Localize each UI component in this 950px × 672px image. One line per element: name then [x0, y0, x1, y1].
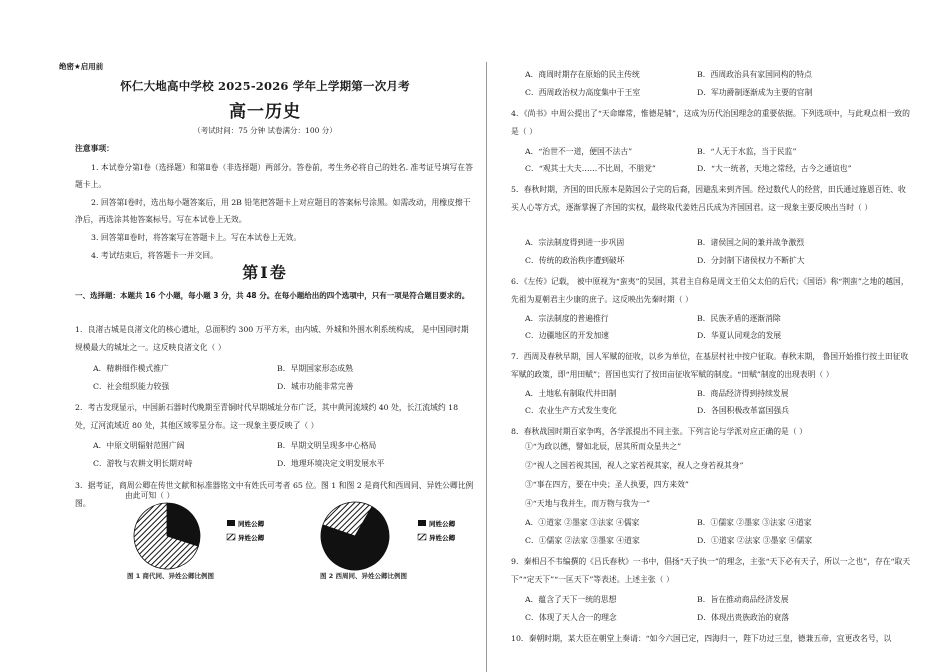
question-8-stem: 8．春秋战国时期百家争鸣，各学派提出不同主张。下列言论与学派对应正确的是（ ）	[511, 427, 807, 436]
question-7-stem: 7．西周及春秋早期，国人军赋的征收，以乡为单位，在基层村社中按户征取。春秋末期， 鲁国开始推行按土田征收军赋的政策，即“用田赋”；晋国也实行了按田亩征收军赋的制度。“田赋”制度的出现表明（ ）	[511, 352, 909, 379]
subject-title: 高一历史	[229, 102, 301, 122]
q8-statement-3: ③“事在四方，要在中央；圣人执要，四方来效”	[525, 480, 689, 489]
notice-item-3: 3. 回答第Ⅱ卷时，将答案写在答题卡上。写在本试卷上无效。	[91, 233, 302, 242]
q1-option-b: B．早期国家形态成熟	[277, 364, 353, 373]
q6-option-b: B．民族矛盾的逐渐消除	[697, 314, 781, 323]
question-5-stem: 5．春秋时期，齐国的田氏原本是陈国公子完的后裔，因避乱来到齐国。经过数代人的经营，田氏通过施恩百姓、收买人心等方式，逐渐掌握了齐国的实权，最终取代姜姓吕氏成为齐国国君。这一现象主要反映出当时（ ）	[511, 185, 906, 212]
question-10-stem: 10．秦朝时期，某大臣在朝堂上奏请：“如今六国已定，四海归一，陛下功过三皇，德兼五帝，宜更改名号，以	[511, 634, 892, 643]
q9-option-d: D．体现出贵族政治的衰落	[697, 613, 790, 622]
q2-option-b: B．早期文明呈现多中心格局	[277, 441, 377, 450]
q7-option-d: D．各国积极改革富国强兵	[697, 406, 790, 415]
volume-title: 第Ⅰ卷	[242, 263, 288, 282]
q8-statement-4: ④“天地与我并生，而万物与我为一”	[525, 499, 650, 508]
school-title: 怀仁大地高中学校 2025-2026 学年上学期第一次月考	[120, 79, 410, 93]
legend-same-swatch-2	[418, 520, 426, 526]
q8-option-a: A．①道家 ②墨家 ③法家 ④儒家	[525, 518, 640, 527]
q5-option-d: D．分封制下诸侯权力不断扩大	[697, 256, 805, 265]
q5-option-c: C．传统的政治秩序遭到破坏	[525, 256, 625, 265]
q6-option-d: D．华夏认同观念的发展	[697, 331, 782, 340]
legend-same-label-2: 同姓公卿	[429, 520, 455, 528]
question-6-stem: 6．《左传》记载， 被中原视为“蛮夷”的吴国，其君主自称是周文王伯父太伯的后代；《国语》称“荆蛮”之地的越国，先祖为夏朝君主少康的庶子。这反映出先秦时期（ ）	[511, 277, 909, 304]
q8-option-c: C．①儒家 ②法家 ③墨家 ④道家	[525, 536, 640, 545]
q9-option-c: C．体现了天人合一的理念	[525, 613, 617, 622]
q1-option-d: D．城市功能非常完善	[277, 382, 354, 391]
question-9-stem: 9．秦相吕不韦编撰的《吕氏春秋》一书中，倡扬“天子执一”的理念，主张“天下必有天子，所以一之也”，存在“取天下”“定天下”“一匡天下”等表述。上述主张（ ）	[511, 557, 911, 584]
legend-diff-swatch	[227, 534, 235, 540]
q3-option-c: C．西周政治权力高度集中于王室	[525, 88, 641, 97]
q3-option-b: B．西周政治具有家国同构的特点	[697, 70, 812, 79]
q9-option-b: B．旨在推动商品经济发展	[697, 595, 789, 604]
secret-label: 绝密★启用前	[59, 62, 104, 71]
q4-option-c: C．“观其士大夫……不比周，不朋党”	[525, 164, 656, 173]
figure-1-pie	[134, 503, 200, 569]
q7-option-b: B．商品经济得到持续发展	[697, 389, 789, 398]
exam-info: （考试时间：75 分钟 试卷满分：100 分）	[193, 126, 337, 135]
q5-option-b: B．诸侯国之间的兼并战争激烈	[697, 238, 805, 247]
question-4-stem: 4．《尚书》中周公提出了“天命靡常，惟德是辅”，这成为历代治国理念的重要依据。下列选项中，与此观点相一致的是（ ）	[511, 109, 910, 136]
q2-option-d: D．地理环境决定文明发展水平	[277, 459, 385, 468]
legend-diff-swatch-2	[418, 534, 426, 540]
legend-same-label: 同姓公卿	[238, 520, 264, 528]
legend-diff-label: 异姓公卿	[238, 534, 264, 542]
q1-option-c: C．社会组织能力较强	[93, 382, 170, 391]
question-3-stem-tail: 由此可知（ ）	[125, 491, 175, 500]
q2-option-c: C．游牧与农耕文明长期对峙	[93, 459, 193, 468]
column-divider	[486, 62, 487, 672]
q3-option-a: A．商周时期存在原始的民主传统	[525, 70, 640, 79]
figure-1-caption: 图 1 商代同、异姓公卿比例图	[127, 572, 215, 580]
figure-2-caption: 图 2 西周同、异姓公卿比例图	[320, 572, 408, 580]
question-2-stem: 2．考古发现显示，中国新石器时代晚期至青铜时代早期城址分布广泛，其中黄河流域约 40 处，长江流域约 18 处，辽河流域近 80 处，其他区域零星分布。这一现象主要反映了（ ）	[75, 403, 459, 430]
q8-statement-1: ①“为政以德，譬如北辰，居其所而众星共之”	[525, 442, 682, 451]
notice-item-4: 4. 考试结束后，将答题卡一并交回。	[91, 251, 218, 260]
legend-same-swatch	[227, 520, 235, 526]
q7-option-c: C．农业生产方式发生变化	[525, 406, 617, 415]
q1-option-a: A．精耕细作模式推广	[93, 364, 169, 373]
q5-option-a: A．宗法制度得到进一步巩固	[525, 238, 625, 247]
figure-2-pie	[321, 502, 389, 570]
q9-option-a: A．蕴含了天下一统的思想	[525, 595, 617, 604]
q2-option-a: A．中原文明辐射范围广阔	[93, 441, 185, 450]
notice-title: 注意事项：	[75, 144, 114, 153]
q4-option-b: B．“人无于水监，当于民监”	[697, 147, 797, 156]
q7-option-a: A．土地私有制取代井田制	[525, 389, 617, 398]
q8-option-b: B．①儒家 ②墨家 ③法家 ④道家	[697, 518, 812, 527]
q6-option-a: A．宗法制度的普遍推行	[525, 314, 609, 323]
q4-option-d: D．“大一统者，天地之常经，古今之通谊也”	[697, 164, 852, 173]
q4-option-a: A．“治世不一道，便国不法古”	[525, 147, 633, 156]
section-title: 一、选择题：本题共 16 个小题，每小题 3 分，共 48 分。在每小题给出的四个选项中，只有一项是符合题目要求的。	[75, 291, 470, 300]
question-3-stem: 3．据考证，商周公卿在传世文献和标准器铭文中有姓氏可考者 65 位。图 1 和图 2 是商代和西周同、异姓公卿比例图。	[75, 481, 474, 508]
q3-option-d: D．军功爵制逐渐成为主要的官制	[697, 88, 813, 97]
question-1-stem: 1．良渚古城是良渚文化的核心遗址，总面积约 300 万平方米，由内城、外城和外围水利系统构成， 是中国同时期规模最大的城址之一。这反映良渚文化（ ）	[75, 325, 469, 352]
notice-item-1: 1. 本试卷分第Ⅰ卷（选择题）和第Ⅱ卷（非选择题）两部分。答卷前，考生务必将自己的姓名. 准考证号填写在答题卡上。	[75, 163, 473, 189]
q8-option-d: D．①道家 ②法家 ③墨家 ④儒家	[697, 536, 813, 545]
q8-statement-2: ②“视人之国若视其国，视人之家若视其家，视人之身若视其身”	[525, 461, 744, 470]
legend-diff-label-2: 异姓公卿	[429, 534, 455, 542]
q6-option-c: C．边疆地区的开发加速	[525, 331, 609, 340]
notice-item-2: 2. 回答第Ⅰ卷时，选出每小题答案后，用 2B 铅笔把答题卡上对应题目的答案标号涂黑。如需改动，用橡皮擦干净后，再选涂其他答案标号。写在本试卷上无效。	[75, 198, 471, 224]
